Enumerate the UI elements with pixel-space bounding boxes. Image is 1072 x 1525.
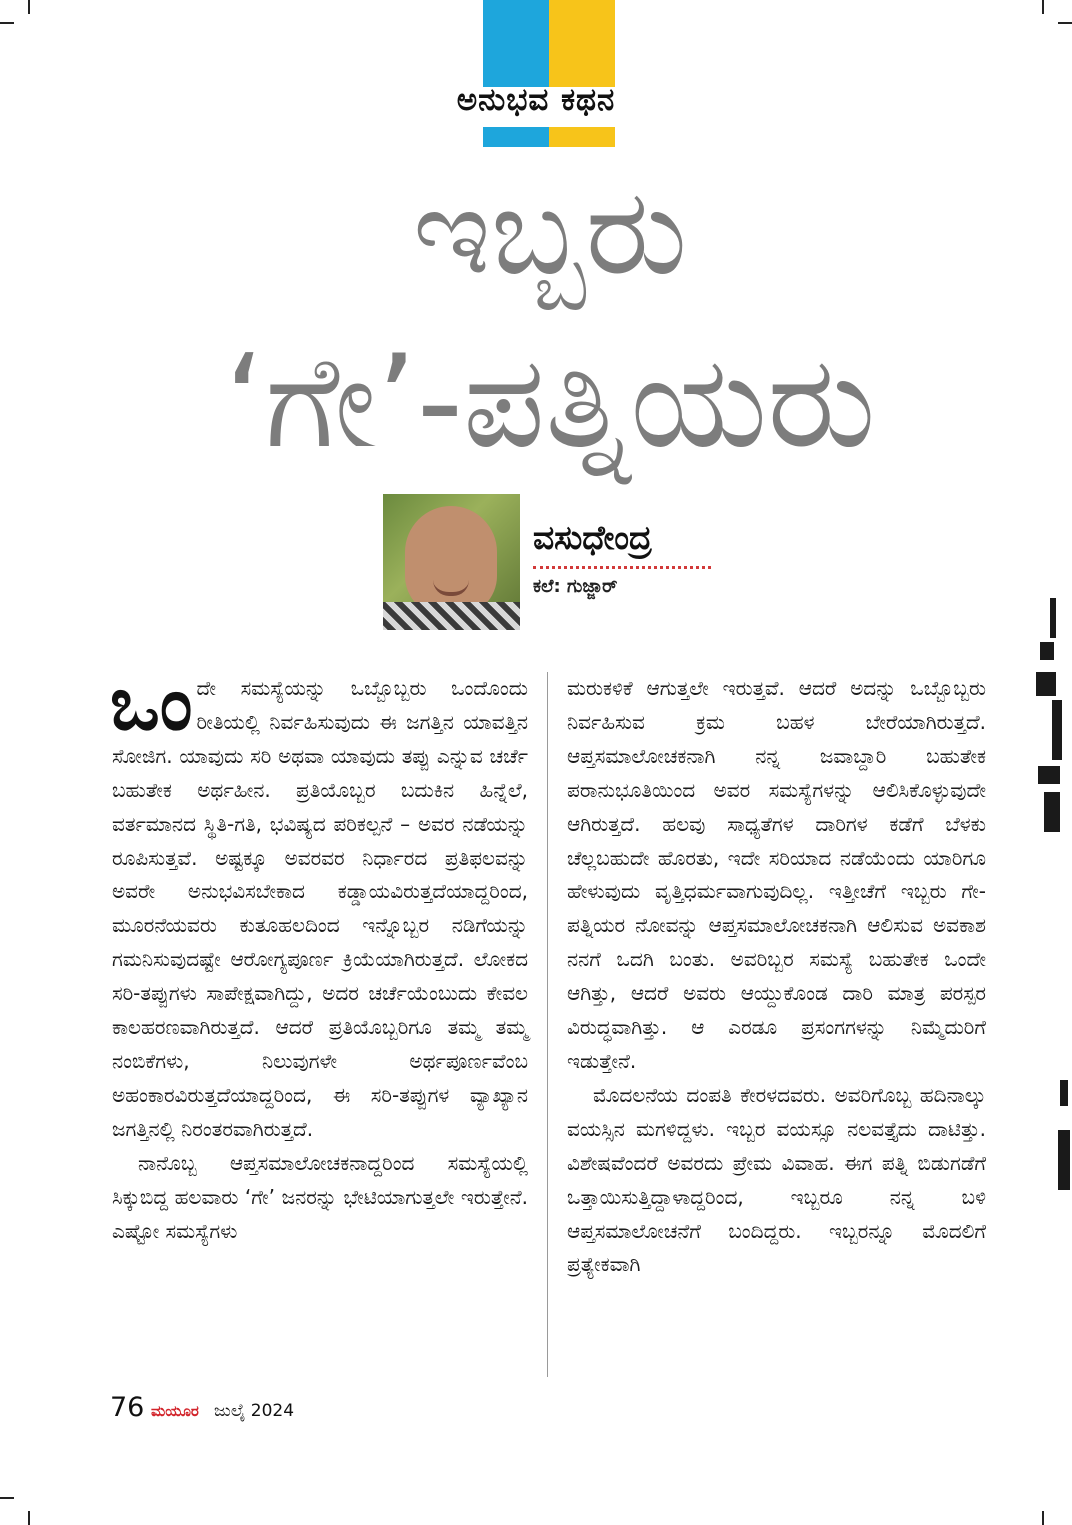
section-label: ಅನುಭವ ಕಥನ (456, 82, 616, 118)
author-name: ವಸುಧೇಂದ್ರ (533, 518, 652, 557)
crop-mark (1058, 22, 1072, 24)
article-column-right (567, 672, 986, 1282)
headline-line-1: ಇಬ್ಬರು (412, 163, 688, 302)
author-rule (533, 566, 711, 569)
magazine-logo: ಮಯೂರ (151, 1402, 199, 1420)
article-paragraph: ನಾನೊಬ್ಬ ಆಪ್ತಸಮಾಲೋಚಕನಾದ್ದರಿಂದ ಸಮಸ್ಯೆಯಲ್ಲಿ ಸಿಕ್ಕುಬಿದ್ದ ಹಲವಾರು ‘ಗೇ’ ಜನರನ್ನು ಭೇಟಿಯಾಗುತ್ತಲೇ ಇರುತ್ತೇನೆ. ಎಷ್ಟೋ ಸಮಸ್ಯೆಗಳು (112, 1150, 528, 1243)
issue-date: ಜುಲೈ 2024 (214, 1401, 295, 1421)
article-column-left (110, 661, 528, 1248)
crop-mark (28, 1511, 30, 1525)
author-shirt (383, 602, 520, 630)
author-photo (383, 494, 520, 630)
artist-credit: ಕಲೆ: ಗುಜ್ಜಾರ್ (533, 576, 618, 597)
crop-mark (1042, 1511, 1044, 1525)
accent-bar-blue (483, 127, 549, 147)
accent-block-yellow (549, 0, 615, 87)
page-number: 76 (110, 1392, 145, 1423)
article-paragraph: ಮರುಕಳಿಕೆ ಆಗುತ್ತಲೇ ಇರುತ್ತವೆ. ಆದರೆ ಅದನ್ನು ಒಬ್ಬೊಬ್ಬರು ನಿರ್ವಹಿಸುವ ಕ್ರಮ ಬಹಳ ಬೇರೆಯಾಗಿರುತ್ತದೆ. ಆಪ್ತಸಮಾಲೋಚಕನಾಗಿ ನನ್ನ ಜವಾಬ್ದಾರಿ ಬಹುತೇಕ ಪರಾನುಭೂತಿಯಿಂದ ಅವರ ಸಮಸ್ಯೆಗಳನ್ನು ಆಲಿಸಿಕೊಳ್ಳುವುದೇ ಆಗಿರುತ್ತದೆ. ಹಲವು ಸಾಧ್ಯತೆಗಳ ದಾರಿಗಳ ಕಡೆಗೆ ಬೆಳಕು ಚೆಲ್ಲಬಹುದೇ ಹೊರತು, ಇದೇ ಸರಿಯಾದ ನಡೆಯೆಂದು ಯಾರಿಗೂ ಹೇಳುವುದು ವೃತ್ತಿಧರ್ಮವಾಗುವುದಿಲ್ಲ. ಇತ್ತೀಚೆಗೆ ಇಬ್ಬರು ಗೇ-ಪತ್ನಿಯರ ನೋವನ್ನು ಆಪ್ತಸಮಾಲೋಚಕನಾಗಿ ಆಲಿಸುವ ಅವಕಾಶ ನನಗೆ ಒದಗಿ ಬಂತು. ಅವರಿಬ್ಬರ ಸಮಸ್ಯೆ ಬಹುತೇಕ ಒಂದೇ ಆಗಿತ್ತು, ಆದರೆ ಅವರು ಆಯ್ದುಕೊಂಡ ದಾರಿ ಮಾತ್ರ ಪರಸ್ಪರ ವಿರುದ್ಧವಾಗಿತ್ತು. ಆ ಎರಡೂ ಪ್ರಸಂಗಗಳನ್ನು ನಿಮ್ಮೆದುರಿಗೆ ಇಡುತ್ತೇನೆ. (567, 676, 986, 1073)
accent-block-blue (483, 0, 549, 87)
article-paragraph: ಮೊದಲನೆಯ ದಂಪತಿ ಕೇರಳದವರು. ಅವರಿಗೊಬ್ಬ ಹದಿನಾಲ್ಕು ವಯಸ್ಸಿನ ಮಗಳಿದ್ದಳು. ಇಬ್ಬರ ವಯಸ್ಸೂ ನಲವತ್ತೈದು ದಾಟಿತ್ತು. ವಿಶೇಷವೆಂದರೆ ಅವರದು ಪ್ರೇಮ ವಿವಾಹ. ಈಗ ಪತ್ನಿ ಬಿಡುಗಡೆಗೆ ಒತ್ತಾಯಿಸುತ್ತಿದ್ದಾಳಾದ್ದರಿಂದ, ಇಬ್ಬರೂ ನನ್ನ ಬಳಿ ಆಪ್ತಸಮಾಲೋಚನೆಗೆ ಬಂದಿದ್ದರು. ಇಬ್ಬರನ್ನೂ ಮೊದಲಿಗೆ ಪ್ರತ್ಯೇಕವಾಗಿ (567, 1082, 986, 1277)
column-divider (547, 672, 548, 1377)
crop-mark (0, 1497, 14, 1499)
headline-line-2: ‘ಗೇ’-ಪತ್ನಿಯರು (224, 328, 876, 477)
paragraph-text: ದೇ ಸಮಸ್ಯೆಯನ್ನು ಒಬ್ಬೊಬ್ಬರು ಒಂದೊಂದು ರೀತಿಯಲ್ಲಿ ನಿರ್ವಹಿಸುವುದು ಈ ಜಗತ್ತಿನ ಯಾವತ್ತಿನ ಸೋಜಿಗ. ಯಾವುದು ಸರಿ ಅಥವಾ ಯಾವುದು ತಪ್ಪು ಎನ್ನುವ ಚರ್ಚೆ ಬಹುತೇಕ ಅರ್ಥಹೀನ. ಪ್ರತಿಯೊಬ್ಬರ ಬದುಕಿನ ಹಿನ್ನೆಲೆ, ವರ್ತಮಾನದ ಸ್ಥಿತಿ-ಗತಿ, ಭವಿಷ್ಯದ ಪರಿಕಲ್ಪನೆ – ಅವರ ನಡೆಯನ್ನು ರೂಪಿಸುತ್ತವೆ. ಅಷ್ಟಕ್ಕೂ ಅವರವರ ನಿರ್ಧಾರದ ಪ್ರತಿಫಲವನ್ನು ಅವರೇ ಅನುಭವಿಸಬೇಕಾದ ಕಡ್ಡಾಯವಿರುತ್ತದೆಯಾದ್ದರಿಂದ, ಮೂರನೆಯವರು ಕುತೂಹಲದಿಂದ ಇನ್ನೊಬ್ಬರ ನಡಿಗೆಯನ್ನು ಗಮನಿಸುವುದಷ್ಟೇ ಆರೋಗ್ಯಪೂರ್ಣ ಕ್ರಿಯೆಯಾಗಿರುತ್ತದೆ. ಲೋಕದ ಸರಿ-ತಪ್ಪುಗಳು ಸಾಪೇಕ್ಷವಾಗಿದ್ದು, ಅದರ ಚರ್ಚೆಯೆಂಬುದು ಕೇವಲ ಕಾಲಹರಣವಾಗಿರುತ್ತದೆ. ಆದರೆ ಪ್ರತಿಯೊಬ್ಬರಿಗೂ ತಮ್ಮ ತಮ್ಮ ನಂಬಿಕೆಗಳು, ನಿಲುವುಗಳೇ ಅರ್ಥಪೂರ್ಣವೆಂಬ ಅಹಂಕಾರವಿರುತ್ತದೆಯಾದ್ದರಿಂದ, ಈ ಸರಿ-ತಪ್ಪುಗಳ ವ್ಯಾಖ್ಯಾನ ಜಗತ್ತಿನಲ್ಲಿ ನಿರಂತರವಾಗಿರುತ್ತದೆ. (112, 676, 528, 1141)
drop-cap: ಒಂ (110, 661, 193, 747)
crop-mark (0, 22, 14, 24)
crop-mark (28, 0, 30, 14)
adjacent-page-bleed (1030, 570, 1072, 1270)
accent-bar-yellow (549, 127, 615, 147)
crop-mark (1042, 0, 1044, 14)
article-paragraph (110, 661, 528, 1147)
author-face (405, 506, 497, 616)
